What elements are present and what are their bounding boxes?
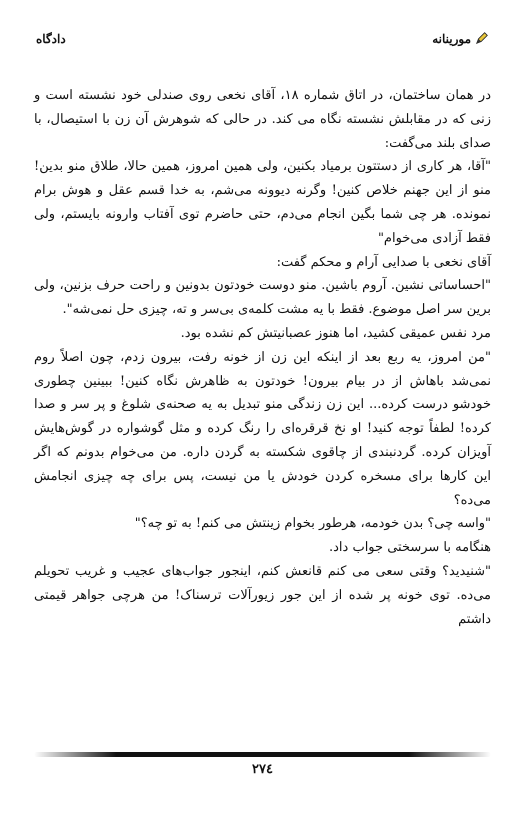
page-header [36,28,489,50]
paragraph: مرد نفس عمیقی کشید، اما هنوز عصبانیتش کم نشده بود. [180,325,491,341]
paragraph: "احساساتی نشین. آروم باشین. منو دوست خودتون بدونین و راحت حرف بزنین، ولی برین سر اصل موضوع. فقط با یه مشت کلمه‌ی بی‌سر و ته، چیزی حل نمی‌شه". [34,278,491,318]
pen-icon [475,31,489,48]
series-title: مورينانه [432,32,471,46]
paragraph: در همان ساختمان، در اتاق شماره ۱۸، آقای نخعی روی صندلی خود نشسته است و زنی که در مقابلش نشسته نگاه می کند. در حالی که شوهرش آن زن با استیصال، با صدای بلند می‌گفت: [34,88,491,151]
series-brand [432,31,489,48]
page-number: ۲۷٤ [252,762,273,777]
chapter-title: دادگاه [36,32,66,46]
paragraph: "آقا، هر کاری از دستتون برمیاد بکنین، ولی همین امروز، همین حالا، طلاق منو بدین! منو از این جهنم خلاص کنین! وگرنه دیوونه می‌شم، به خدا قسم عقل و هوش برام نمونده. هر چی شما بگین انجام می‌دم، حتی حاضرم توی آفتاب وارونه بایستم، ولی فقط آزادی می‌خوام" [34,159,491,246]
paragraph: "من امروز، یه ربع بعد از اینکه این زن از خونه رفت، بیرون زدم، چون اصلاً روم نمی‌شد باهاش از در بیام بیرون! خودتون به ظاهرش نگاه کنین! ببینین چطوری خودشو درست کرده... این زن زندگی منو تبدیل به یه صحنه‌ی شلوغ و پر سر و صدا کرده! لطفاً توجه کنید! او نخ قرقره‌ای را رنگ کرده و مثل گوشواره در گوش‌هایش آویزان کرده. گردنبندی از چاقوی شکسته به گردن داره. من می‌خوام بدونم که اگر این کارها برای مسخره کردن خودش یا من نیست، پس برای چه چیزی انجامش می‌ده؟ [34,349,491,508]
paragraph: "شنیدید؟ وقتی سعی می کنم قانعش کنم، اینجور جواب‌های عجیب و غریب تحویلم می‌ده. توی خونه پر شده از این جور زیورآلات ترسناک! من هرچی جواهر قیمتی داشتم [34,563,491,627]
page-body [34,84,491,631]
footer-divider [34,752,491,757]
paragraph: "واسه چی؟ بدن خودمه، هرطور بخوام زینتش می کنم! به تو چه؟" [134,516,491,532]
paragraph: آقای نخعی با صدایی آرام و محکم گفت: [276,254,491,270]
paragraph: هنگامه با سرسختی جواب داد. [329,540,491,556]
